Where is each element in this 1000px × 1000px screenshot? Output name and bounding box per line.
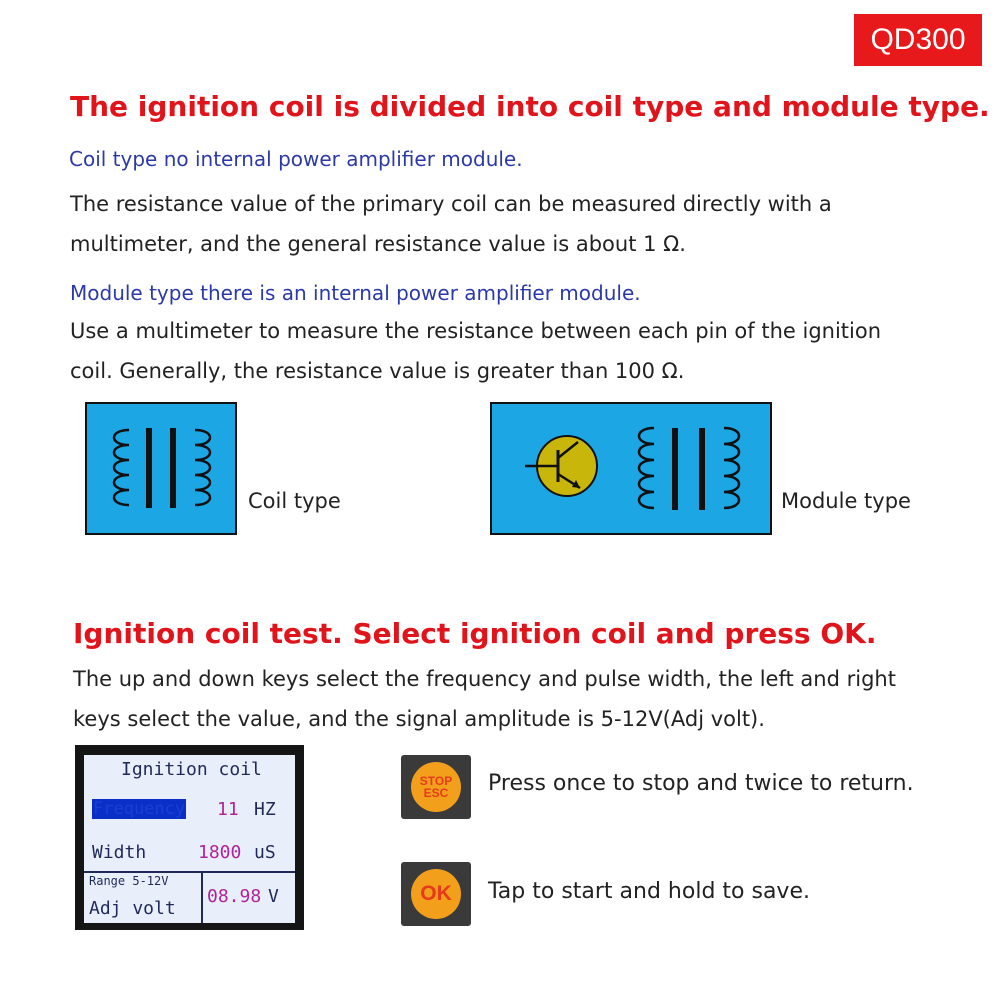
section-title-coil-test: Ignition coil test. Select ignition coil and press OK. <box>73 617 877 650</box>
coil-type-heading: Coil type no internal power amplifier module. <box>69 147 523 171</box>
coil-test-text-line1: The up and down keys select the frequency and pulse width, the left and right <box>73 667 896 691</box>
lcd-width-value: 1800 <box>198 842 242 863</box>
ok-label: OK <box>420 882 452 905</box>
module-type-diagram <box>490 402 772 535</box>
coil-type-diagram <box>85 402 237 535</box>
lcd-range-label: Range 5-12V <box>89 874 169 888</box>
lcd-adj-volt-label: Adj volt <box>89 898 176 919</box>
module-type-caption: Module type <box>781 489 911 513</box>
coil-type-text-line1: The resistance value of the primary coil can be measured directly with a <box>70 192 832 216</box>
lcd-volt-unit: V <box>268 886 279 907</box>
lcd-frequency-unit: HZ <box>254 799 276 820</box>
ok-button-picture <box>401 862 471 926</box>
stop-esc-button-picture <box>401 755 471 819</box>
ok-description: Tap to start and hold to save. <box>488 879 810 904</box>
lcd-frequency-label: Frequency <box>93 799 186 819</box>
transistor-coil-symbol-icon <box>492 404 770 533</box>
ok-button-icon <box>411 869 461 919</box>
coil-type-caption: Coil type <box>248 489 341 513</box>
stop-esc-description: Press once to stop and twice to return. <box>488 771 914 796</box>
module-type-text-line1: Use a multimeter to measure the resistance between each pin of the ignition <box>70 319 882 343</box>
coil-symbol-icon <box>87 404 235 533</box>
lcd-width-label: Width <box>92 842 147 863</box>
module-type-text-line2: coil. Generally, the resistance value is greater than 100 Ω. <box>70 359 685 383</box>
lcd-divider <box>84 871 295 873</box>
coil-test-text-line2: keys select the value, and the signal amplitude is 5-12V(Adj volt). <box>73 707 765 731</box>
section-title-coil-types: The ignition coil is divided into coil type and module type. <box>70 90 990 123</box>
stop-label: STOP <box>419 774 453 788</box>
model-badge: QD300 <box>854 14 982 66</box>
esc-label: ESC <box>423 786 449 800</box>
lcd-title: Ignition coil <box>121 759 262 780</box>
stop-esc-button-icon <box>411 762 461 812</box>
device-lcd-screen <box>75 745 304 930</box>
lcd-display <box>84 755 295 923</box>
coil-type-text-line2: multimeter, and the general resistance value is about 1 Ω. <box>70 232 686 256</box>
lcd-width-unit: uS <box>254 842 276 863</box>
lcd-divider-vertical <box>201 871 203 923</box>
module-type-heading: Module type there is an internal power amplifier module. <box>70 281 641 305</box>
lcd-volt-value: 08.98 <box>207 886 262 907</box>
lcd-frequency-value: 11 <box>217 799 239 820</box>
